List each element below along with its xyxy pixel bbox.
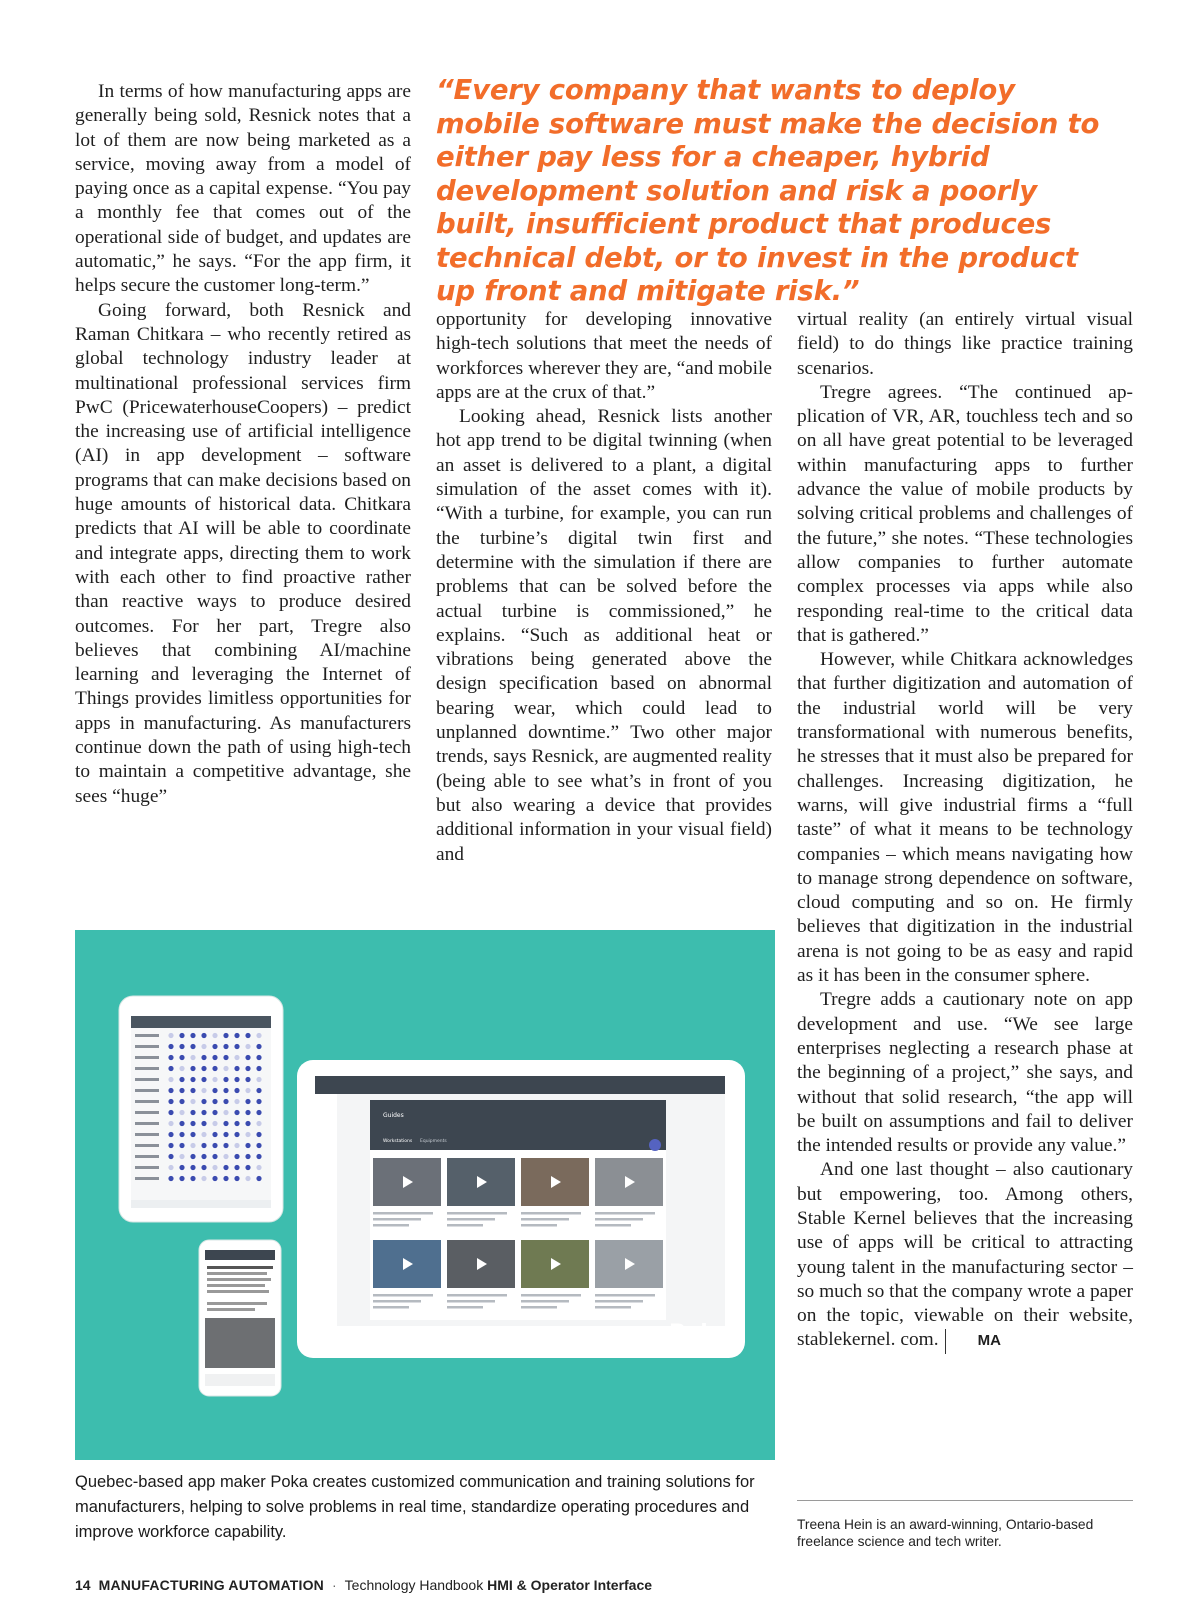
tablet-status-dot	[201, 1044, 206, 1049]
tablet-status-dot	[168, 1132, 173, 1137]
tablet-row-label	[135, 1122, 159, 1125]
tablet-status-dot	[201, 1165, 206, 1170]
tablet-status-dot	[212, 1176, 217, 1181]
tablet-status-dot	[234, 1066, 239, 1071]
tablet-status-dot	[234, 1132, 239, 1137]
tablet-status-dot	[212, 1088, 217, 1093]
tablet-status-dot	[245, 1066, 250, 1071]
thumbnail-text-line	[373, 1294, 433, 1297]
tablet-status-dot	[168, 1110, 173, 1115]
tablet-status-dot	[201, 1132, 206, 1137]
paragraph: virtual reality (an entirely virtual visual field) to do things like practice training scenarios.	[797, 309, 1133, 379]
tablet-status-dot	[179, 1154, 184, 1159]
tablet-status-dot	[190, 1055, 195, 1060]
tablet-status-dot	[168, 1055, 173, 1060]
thumbnail-text-line	[447, 1212, 507, 1215]
tablet-status-dot	[245, 1143, 250, 1148]
tablet-status-dot	[223, 1066, 228, 1071]
tablet-status-dot	[256, 1154, 261, 1159]
tablet-status-dot	[234, 1077, 239, 1082]
tablet-row-label	[135, 1177, 159, 1180]
tablet-status-dot	[212, 1165, 217, 1170]
tablet-status-dot	[168, 1044, 173, 1049]
tablet-status-dot	[223, 1033, 228, 1038]
article-column-3	[797, 308, 1133, 1354]
tablet-status-dot	[223, 1143, 228, 1148]
tablet-status-dot	[223, 1132, 228, 1137]
tablet-status-dot	[234, 1033, 239, 1038]
thumbnail-text-line	[447, 1300, 495, 1303]
tablet-status-dot	[168, 1176, 173, 1181]
tablet-row-label	[135, 1111, 159, 1114]
thumbnail-text-line	[521, 1306, 557, 1309]
paragraph: Looking ahead, Resnick lists another hot app trend to be digital twinning (when an asset is delivered to a plant, a digital simulation of the asset comes with it). “With a turbine, for example, you can run the turbine’s digital twin first and determine with the simulation if there are problems that can be solved before the actual turbine is commissioned,” he explains. “Such as additional heat or vibrations being generated above the design specification based on abnormal bearing wear, which could lead to unplanned downtime.” Two other major trends, says Resnick, are augmented reality (being able to see what’s in front of you but also wearing a device that provides additional information in your visual field) and	[436, 406, 772, 865]
tablet-status-dot	[245, 1044, 250, 1049]
product-photo	[75, 930, 775, 1460]
tablet-status-dot	[190, 1110, 195, 1115]
tablet-status-dot	[256, 1044, 261, 1049]
tablet-status-dot	[168, 1165, 173, 1170]
tablet-row-label	[135, 1133, 159, 1136]
thumbnail-text-line	[521, 1218, 569, 1221]
tablet-status-dot	[190, 1066, 195, 1071]
tablet-status-dot	[234, 1088, 239, 1093]
tablet-status-dot	[256, 1033, 261, 1038]
tablet-status-dot	[168, 1088, 173, 1093]
tablet-status-dot	[179, 1110, 184, 1115]
tablet-status-dot	[245, 1154, 250, 1159]
tablet-status-dot	[245, 1176, 250, 1181]
tablet-status-dot	[190, 1099, 195, 1104]
app-tab-label: Equipments	[420, 1139, 447, 1144]
tablet-status-dot	[223, 1176, 228, 1181]
tablet-status-dot	[201, 1088, 206, 1093]
tablet-status-dot	[212, 1110, 217, 1115]
tablet-status-dot	[179, 1044, 184, 1049]
tablet-status-dot	[190, 1033, 195, 1038]
tablet-status-dot	[234, 1143, 239, 1148]
device-illustration	[75, 930, 775, 1460]
tablet-status-dot	[168, 1066, 173, 1071]
tablet-status-dot	[256, 1176, 261, 1181]
magazine-name: MANUFACTURING AUTOMATION	[98, 1577, 324, 1593]
bio-divider	[797, 1500, 1133, 1501]
tablet-status-dot	[245, 1033, 250, 1038]
handbook-name: Technology Handbook	[344, 1577, 484, 1593]
tablet-status-dot	[223, 1110, 228, 1115]
tablet-status-dot	[223, 1165, 228, 1170]
thumbnail-text-line	[373, 1212, 433, 1215]
tablet-status-dot	[168, 1143, 173, 1148]
thumbnail-text-line	[521, 1300, 569, 1303]
poka-logo: Poka	[669, 1321, 730, 1346]
tablet-status-dot	[179, 1066, 184, 1071]
tablet-status-dot	[256, 1132, 261, 1137]
tablet-row-label	[135, 1034, 159, 1037]
tablet-status-dot	[190, 1165, 195, 1170]
tablet-row-label	[135, 1100, 159, 1103]
tablet-status-dot	[245, 1088, 250, 1093]
page-footer	[75, 1577, 652, 1593]
tablet-status-dot	[201, 1033, 206, 1038]
tablet-status-dot	[201, 1121, 206, 1126]
thumbnail-text-line	[447, 1218, 495, 1221]
thumbnail-text-line	[595, 1306, 631, 1309]
tablet-status-dot	[234, 1121, 239, 1126]
tablet-status-dot	[179, 1176, 184, 1181]
article-column-1	[75, 80, 411, 809]
tablet-status-dot	[256, 1165, 261, 1170]
tablet-row-label	[135, 1155, 159, 1158]
tablet-status-dot	[201, 1055, 206, 1060]
tablet-status-dot	[245, 1077, 250, 1082]
tablet-status-dot	[234, 1165, 239, 1170]
tablet-status-dot	[168, 1121, 173, 1126]
tablet-status-dot	[212, 1099, 217, 1104]
tablet-status-dot	[190, 1044, 195, 1049]
tablet-status-dot	[212, 1132, 217, 1137]
thumbnail-text-line	[373, 1300, 421, 1303]
paragraph: In terms of how manufacturing apps are generally being sold, Resnick notes that a lot of them are now being marketed as a service, moving away from a model of paying once as a capital expense. “You pay a monthly fee that comes out of the operational side of budget, and updates are automatic,” he says. “For the app firm, it helps secure the customer long-term.”	[75, 81, 411, 297]
paragraph: However, while Chitkara acknowledges that further digitization and automation of the industrial world will be very transformational with numerous benefits, he stresses that it must also be prepared for challenges. Increasing digitization, he warns, will give industrial firms a “full taste” of what it means to be technology companies – which means navigating how to manage strong dependence on software, cloud computing and so on. He firmly believes that digitization in the industrial arena is not going to be as easy and rapid as it has been in the consumer sphere.	[797, 649, 1133, 987]
tablet-status-dot	[256, 1077, 261, 1082]
thumbnail-text-line	[447, 1294, 507, 1297]
tablet-status-dot	[201, 1154, 206, 1159]
tablet-status-dot	[256, 1088, 261, 1093]
thumbnail-text-line	[595, 1218, 643, 1221]
tablet-status-dot	[201, 1176, 206, 1181]
photo-caption: Quebec-based app maker Poka creates customized communication and training solutions for manufacturers, helping to solve problems in real time, standardize operating procedures and improve workforce capability.	[75, 1473, 755, 1541]
tablet-status-dot	[190, 1088, 195, 1093]
tablet-status-dot	[179, 1088, 184, 1093]
thumbnail-text-line	[447, 1224, 483, 1227]
thumbnail-text-line	[521, 1294, 581, 1297]
app-tab-label: Workstations	[383, 1139, 413, 1144]
tablet-status-dot	[179, 1099, 184, 1104]
tablet-status-dot	[201, 1143, 206, 1148]
tablet-status-dot	[234, 1099, 239, 1104]
phone-device	[199, 1240, 281, 1396]
tablet-status-dot	[245, 1055, 250, 1060]
tablet-status-dot	[223, 1088, 228, 1093]
tablet-status-dot	[179, 1121, 184, 1126]
paragraph: Tregre adds a cautionary note on app development and use. “We see large enterprises neglecting a research phase at the beginning of a project,” she says, and without that solid research, “the app will be built on assumptions and fail to deliver the intended results or provide any value.”	[797, 989, 1133, 1157]
tablet-status-dot	[201, 1077, 206, 1082]
tablet-status-dot	[223, 1121, 228, 1126]
tablet-status-dot	[223, 1077, 228, 1082]
tablet-status-dot	[245, 1165, 250, 1170]
tablet-status-dot	[223, 1055, 228, 1060]
thumbnail-text-line	[447, 1306, 483, 1309]
tablet-status-dot	[256, 1055, 261, 1060]
tablet-status-dot	[212, 1066, 217, 1071]
article-column-2	[436, 308, 772, 867]
tablet-status-dot	[190, 1077, 195, 1082]
tablet-status-dot	[223, 1044, 228, 1049]
tablet-status-dot	[168, 1099, 173, 1104]
author-bio: Treena Hein is an award-winning, Ontario-based freelance science and tech writer.	[797, 1517, 1094, 1549]
tablet-status-dot	[212, 1154, 217, 1159]
tablet-status-dot	[245, 1110, 250, 1115]
tablet-status-dot	[168, 1033, 173, 1038]
thumbnail-text-line	[595, 1300, 643, 1303]
tablet-status-dot	[190, 1121, 195, 1126]
page-number: 14	[75, 1577, 91, 1593]
tablet-status-dot	[256, 1099, 261, 1104]
tablet-row-label	[135, 1144, 159, 1147]
paragraph-text: And one last thought – also cautionary but empowering, too. Among others, Stable Kernel believes that the increasing use of apps will be critical to attracting young talent in the manufacturing sector – so much so that the company wrote a paper on the topic, viewable on their website, stablekernel. com.	[797, 1159, 1134, 1351]
thumbnail-text-line	[521, 1212, 581, 1215]
tablet-row-label	[135, 1089, 159, 1092]
tablet-status-dot	[245, 1132, 250, 1137]
tablet-status-dot	[168, 1154, 173, 1159]
tablet-row-label	[135, 1067, 159, 1070]
tablet-status-dot	[190, 1132, 195, 1137]
tablet-status-dot	[212, 1055, 217, 1060]
thumbnail-text-line	[595, 1212, 655, 1215]
paragraph: Going forward, both Resnick and Raman Chitkara – who recently retired as global technology industry leader at multinational professional services firm PwC (PricewaterhouseCoopers) – predict the increasing use of artificial intelligence (AI) in app development – software programs that can make decisions based on huge amounts of historical data. Chitkara predicts that AI will be able to coordinate and integrate apps, directing them to work with each other to find proactive rather than reactive ways to produce desired outcomes. For her part, Tregre also believes that combining AI/machine learning and leveraging the Internet of Things provides limitless opportunities for apps in manufacturing. As manufacturers continue down the path of using high-tech to maintain a competitive advantage, she sees “huge”	[75, 299, 412, 807]
thumbnail-text-line	[373, 1218, 421, 1221]
tablet-row-label	[135, 1045, 159, 1048]
thumbnail-text-line	[373, 1224, 409, 1227]
tablet-status-dot	[201, 1099, 206, 1104]
tablet-row-label	[135, 1078, 159, 1081]
tablet-status-dot	[223, 1154, 228, 1159]
paragraph: opportunity for developing innovative high-tech solutions that meet the needs of workforces wherever they are, “and mobile apps are at the crux of that.”	[436, 309, 772, 403]
tablet-status-dot	[179, 1077, 184, 1082]
section-name: HMI & Operator Interface	[487, 1577, 653, 1593]
footer-separator: ·	[332, 1577, 337, 1593]
tablet-status-dot	[190, 1154, 195, 1159]
tablet-status-dot	[245, 1121, 250, 1126]
thumbnail-text-line	[595, 1224, 631, 1227]
tablet-status-dot	[256, 1143, 261, 1148]
tablet-status-dot	[212, 1033, 217, 1038]
tablet-status-dot	[190, 1176, 195, 1181]
app-header-label: Guides	[383, 1112, 404, 1119]
tablet-status-dot	[179, 1033, 184, 1038]
thumbnail-text-line	[373, 1306, 409, 1309]
tablet-status-dot	[234, 1154, 239, 1159]
tablet-status-dot	[179, 1055, 184, 1060]
paragraph: Tregre agrees. “The continued application of VR, AR, touchless tech and so on all have great potential to be leveraged within manufacturing apps to further advance the value of mobile products by solving critical problems and challenges of the future,” she notes. “These technologies allow companies to further automate complex processes via apps while also responding real-time to the critical data that is gathered.”	[797, 381, 1133, 646]
pull-quote: “Every company that wants to deploy mobile software must make the decision to either pay less for a cheaper, hybrid development solution and risk a poorly built, insufficient product that produces technical debt, or to invest in the product up front and mitigate risk.”	[436, 74, 1100, 307]
thumbnail-text-line	[521, 1224, 557, 1227]
tablet-status-dot	[256, 1066, 261, 1071]
tablet-status-dot	[201, 1066, 206, 1071]
tablet-status-dot	[234, 1110, 239, 1115]
tablet-device	[119, 996, 283, 1222]
tablet-status-dot	[256, 1121, 261, 1126]
tablet-status-dot	[179, 1143, 184, 1148]
tablet-row-label	[135, 1166, 159, 1169]
tablet-status-dot	[223, 1099, 228, 1104]
tablet-status-dot	[234, 1044, 239, 1049]
tablet-status-dot	[168, 1077, 173, 1082]
thumbnail-text-line	[595, 1294, 655, 1297]
tablet-status-dot	[179, 1165, 184, 1170]
tablet-status-dot	[245, 1099, 250, 1104]
tablet-status-dot	[179, 1132, 184, 1137]
tablet-status-dot	[234, 1176, 239, 1181]
tablet-status-dot	[234, 1055, 239, 1060]
tablet-status-dot	[212, 1077, 217, 1082]
paragraph	[797, 1158, 1133, 1353]
tablet-status-dot	[212, 1143, 217, 1148]
tablet-status-dot	[212, 1121, 217, 1126]
tablet-status-dot	[190, 1143, 195, 1148]
tablet-status-dot	[212, 1044, 217, 1049]
desktop-device	[297, 1060, 745, 1358]
tablet-row-label	[135, 1056, 159, 1059]
tablet-status-dot	[201, 1110, 206, 1115]
signoff-mark: MA	[945, 1329, 1001, 1353]
tablet-status-dot	[256, 1110, 261, 1115]
